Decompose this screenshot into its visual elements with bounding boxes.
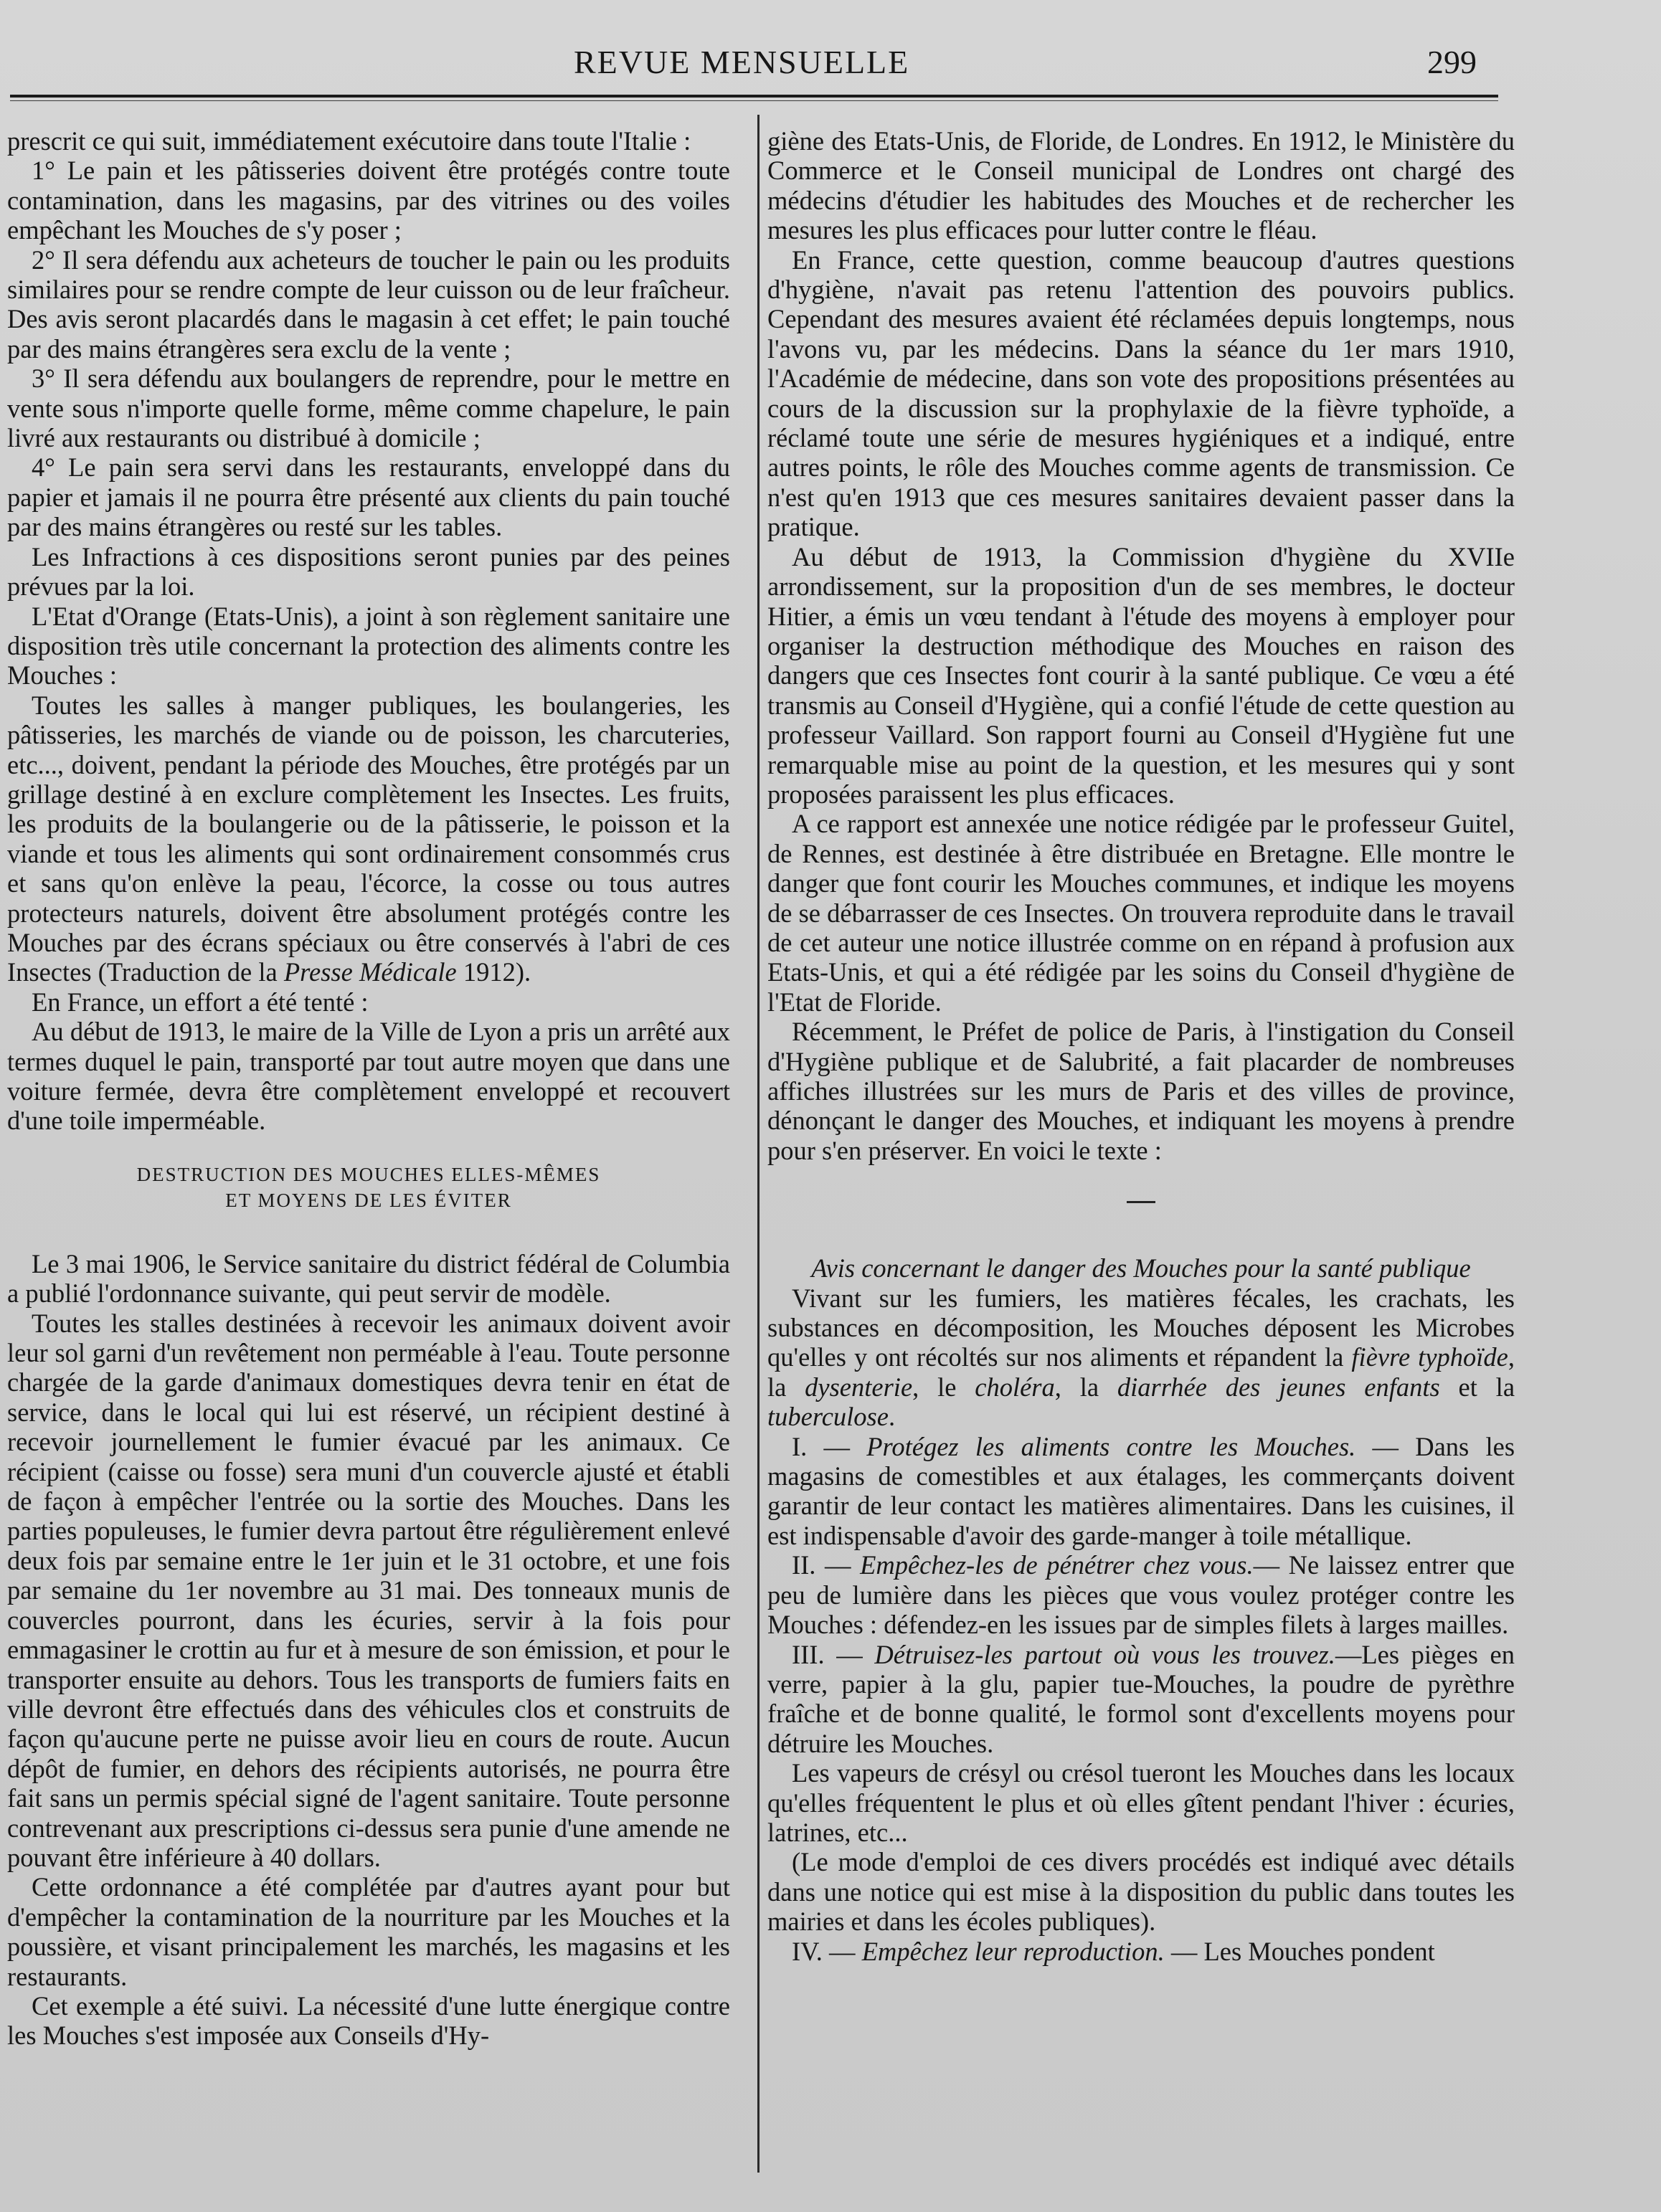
notice-item <box>767 1550 1515 1639</box>
paragraph: En France, un effort a été tenté : <box>32 987 369 1017</box>
list-item: 3° Il sera défendu aux boulangers de reprendre, pour le mettre en vente sous n'importe quelle forme, même comme chapelure, le pain livré aux restaurants ou distribué à domicile ; <box>7 364 730 453</box>
text: — Les Mouches pondent <box>1164 1936 1435 1966</box>
paragraph: L'Etat d'Orange (Etats-Unis), a joint à son règlement sanitaire une disposition très utile concernant la protection des aliments contre les Mouches : <box>7 601 730 690</box>
paragraph: Au début de 1913, la Commission d'hygiène du XVIIe arrondissement, sur la proposition d'un de ses membres, le docteur Hitier, a émis un vœu tendant à l'étude des moyens à employer pour organiser la destruction méthodique des Mouches en raison des dangers que ces Insectes font courir à la santé publique. Ce vœu a été transmis au Conseil d'Hygiène, qui a confié l'étude de cette question au professeur Vaillard. Son rapport fourni au Conseil d'Hygiène fut une remarquable mise au point de la question, et les mesures qui y sont proposées paraissent les plus efficaces. <box>767 541 1515 809</box>
disease-name: choléra <box>975 1372 1055 1402</box>
item-heading: Empêchez-les de pénétrer chez vous. <box>860 1550 1254 1580</box>
item-heading: Empêchez leur reproduction. <box>861 1936 1165 1966</box>
journal-title: Presse Médicale <box>283 957 457 987</box>
separator-dash <box>1127 1201 1155 1203</box>
text: Vivant sur les fumiers, les matières fécales, les crachats, les substances en décomposition, les Mouches déposent les Microbes qu'elles y ont récoltés sur nos aliments et répandent la <box>767 1283 1515 1372</box>
paragraph: Cette ordonnance a été complétée par d'autres ayant pour but d'empêcher la contamination de la nourriture par les Mouches et la poussière, et visant principalement les marchés, les magasins et les restaurants. <box>7 1872 730 1991</box>
text: et la <box>1439 1372 1515 1402</box>
paragraph: Au début de 1913, le maire de la Ville de Lyon a pris un arrêté aux termes duquel le pain, transporté par tout autre moyen que dans une voiture fermée, devra être complètement enveloppé et recouvert d'une toile imperméable. <box>7 1017 730 1136</box>
page-number: 299 <box>1427 44 1477 80</box>
paragraph: Les vapeurs de crésyl ou crésol tueront les Mouches dans les locaux qu'elles fréquentent le plus et où elles gîtent pendant l'hiver : écuries, latrines, etc... <box>767 1758 1515 1847</box>
text: , le <box>912 1372 975 1402</box>
paragraph: Toutes les stalles destinées à recevoir les animaux doivent avoir leur sol garni d'un revêtement non perméable à l'eau. Toute personne chargée de la garde d'animaux domestiques devra tenir en état de service, dans le local qui lui est réservé, un récipient destiné à recevoir journellement le fumier évacué par les animaux. Ce récipient (caisse ou fosse) sera muni d'un couvercle ajusté et établi de façon à empêcher l'entrée ou la sortie des Mouches. Dans les parties populeuses, le fumier devra partout être régulièrement enlevé deux fois par semaine entre le 1er juin et le 31 octobre, et une fois par semaine du 1er novembre au 31 mai. Des tonneaux munis de couvercles pourront, dans les écuries, servir à la fois pour emmagasiner le crottin au fur et à mesure de son émission, et pour le transporter ensuite au dehors. Tous les transports de fumiers faits en ville devront être effectués dans des véhicules clos et construits de façon qu'aucune perte ne puisse avoir lieu en cours de route. Aucun dépôt de fumier, en dehors des récipients autorisés, ne pourra être fait sans un permis spécial signé de l'agent sanitaire. Toute personne contrevenant aux prescriptions ci-dessus sera punie d'une amende ne pouvant être inférieure à 40 dollars. <box>7 1308 730 1872</box>
disease-name: dysenterie <box>805 1372 913 1402</box>
list-item: 4° Le pain sera servi dans les restaurants, enveloppé dans du papier et jamais il ne pourra être présenté aux clients du pain touché par des mains étrangères ou resté sur les tables. <box>7 452 730 542</box>
text: — Dans les magasins de comestibles et aux étalages, les commerçants doivent garantir de leur contact les matières alimentaires. Dans les cuisines, il est indispensable d'avoir des garde-manger à toile métallique. <box>767 1431 1515 1550</box>
left-column <box>7 126 730 2177</box>
section-heading-line: DESTRUCTION DES MOUCHES ELLES-MÊMES <box>136 1163 601 1185</box>
notice-item <box>767 1937 1515 1966</box>
paragraph: (Le mode d'emploi de ces divers procédés est indiqué avec détails dans une notice qui est mise à la disposition du public dans toutes les mairies et dans les écoles publiques). <box>767 1847 1515 1937</box>
section-heading <box>7 1162 730 1213</box>
disease-name: tuberculose <box>767 1402 889 1432</box>
notice-item <box>767 1432 1515 1551</box>
paragraph <box>7 690 730 987</box>
right-column <box>767 126 1515 2177</box>
text: — Ne laissez entrer que peu de lumière dans les pièces que vous voulez protéger contre les Mouches : défendez-en les issues par de simples filets à larges mailles. <box>767 1550 1515 1640</box>
paragraph: Les Infractions à ces dispositions seront punies par des peines prévues par la loi. <box>7 541 730 602</box>
item-heading: Protégez les aliments contre les Mouches. <box>866 1431 1356 1461</box>
section-heading-line: ET MOYENS DE LES ÉVITER <box>225 1189 512 1211</box>
item-number: II. — <box>792 1550 861 1580</box>
notice-item <box>767 1640 1515 1759</box>
notice-title: Avis concernant le danger des Mouches pour la santé publique <box>811 1253 1471 1283</box>
text: 1912). <box>456 957 531 987</box>
disease-name: diarrhée des jeunes enfants <box>1117 1372 1440 1402</box>
column-divider <box>757 115 759 2173</box>
item-number: I. — <box>792 1431 867 1461</box>
paragraph: A ce rapport est annexée une notice rédigée par le professeur Guitel, de Rennes, est destinée à être distribuée en Bretagne. Elle montre le danger que font courir les Mouches communes, et indique les moyens de se débarrasser de ces Insectes. On trouvera reproduite dans le travail de cet auteur une notice illustrée comme on en répand à profusion aux Etats-Unis, et qui a été rédigée par les soins du Conseil d'hygiène de l'Etat de Floride. <box>767 809 1515 1017</box>
list-item: 2° Il sera défendu aux acheteurs de toucher le pain ou les produits similaires pour se rendre compte de leur cuisson ou de leur fraîcheur. Des avis seront placardés dans le magasin à cet effet; le pain touché par des mains étrangères sera exclu de la vente ; <box>7 245 730 364</box>
text: —Les pièges en verre, papier à la glu, papier tue-Mouches, la poudre de pyrèthre fraîche et de bonne qualité, le formol sont d'excellents moyens pour détruire les Mouches. <box>767 1639 1515 1758</box>
paragraph <box>767 1283 1515 1432</box>
list-item: 1° Le pain et les pâtisseries doivent être protégés contre toute contamination, dans les magasins, par des vitrines ou des voiles empêchant les Mouches de s'y poser ; <box>7 156 730 245</box>
paragraph: prescrit ce qui suit, immédiatement exécutoire dans toute l'Italie : <box>7 126 691 156</box>
text: . <box>888 1402 896 1432</box>
text: , la <box>1054 1372 1117 1402</box>
header-rule <box>10 95 1498 98</box>
paragraph: Cet exemple a été suivi. La nécessité d'une lutte énergique contre les Mouches s'est imposée aux Conseils d'Hy- <box>7 1990 730 2051</box>
text: Toutes les salles à manger publiques, les boulangeries, les pâtisseries, les marchés de viande ou de poisson, les charcuteries, etc..., doivent, pendant la période des Mouches, être protégés par un grillage destiné à en exclure complètement les Insectes. Les fruits, les produits de la boulangerie ou de la pâtisserie, le poisson et la viande et tous les aliments qui sont ordinairement consommés crus et sans qu'on enlève la peau, l'écorce, la cosse ou tous autres protecteurs naturels, doivent être absolument protégés contre les Mouches par des écrans spéciaux ou être conservés à l'abri de ces Insectes (Traduction de la <box>7 690 730 987</box>
item-number: III. — <box>792 1639 875 1669</box>
paragraph: Le 3 mai 1906, le Service sanitaire du district fédéral de Columbia a publié l'ordonnance suivante, qui peut servir de modèle. <box>7 1248 730 1309</box>
header-rule-thin <box>10 100 1498 101</box>
paragraph: giène des Etats-Unis, de Floride, de Londres. En 1912, le Ministère du Commerce et le Conseil municipal de Londres ont chargé des médecins d'étudier les habitudes des Mouches et de rechercher les mesures les plus efficaces pour lutter contre le fléau. <box>767 126 1515 245</box>
item-heading: Détruisez-les partout où vous les trouvez. <box>874 1639 1335 1669</box>
running-title: REVUE MENSUELLE <box>574 44 910 80</box>
disease-name: fièvre typhoïde <box>1351 1342 1508 1372</box>
page-header <box>0 36 1661 93</box>
item-number: IV. — <box>792 1936 862 1966</box>
paragraph: En France, cette question, comme beaucoup d'autres questions d'hygiène, n'avait pas retenu l'attention des pouvoirs publics. Cependant des mesures avaient été réclamées depuis longtemps, nous l'avons vu, par les médecins. Dans la séance du 1er mars 1910, l'Académie de médecine, dans son vote des propositions présentées au cours de la discussion sur la prophylaxie de la fièvre typhoïde, a réclamé toute une série de mesures hygiéniques et a indiqué, entre autres points, le rôle des Mouches comme agents de transmission. Ce n'est qu'en 1913 que ces mesures sanitaires devaient passer dans la pratique. <box>767 245 1515 542</box>
paragraph: Récemment, le Préfet de police de Paris, à l'instigation du Conseil d'Hygiène publique et de Salubrité, a fait placarder de nombreuses affiches illustrées sur les murs de Paris et des villes de province, dénonçant le danger des Mouches, et indiquant les moyens à prendre pour s'en préserver. En voici le texte : <box>767 1017 1515 1165</box>
text: , la <box>767 1342 1515 1402</box>
